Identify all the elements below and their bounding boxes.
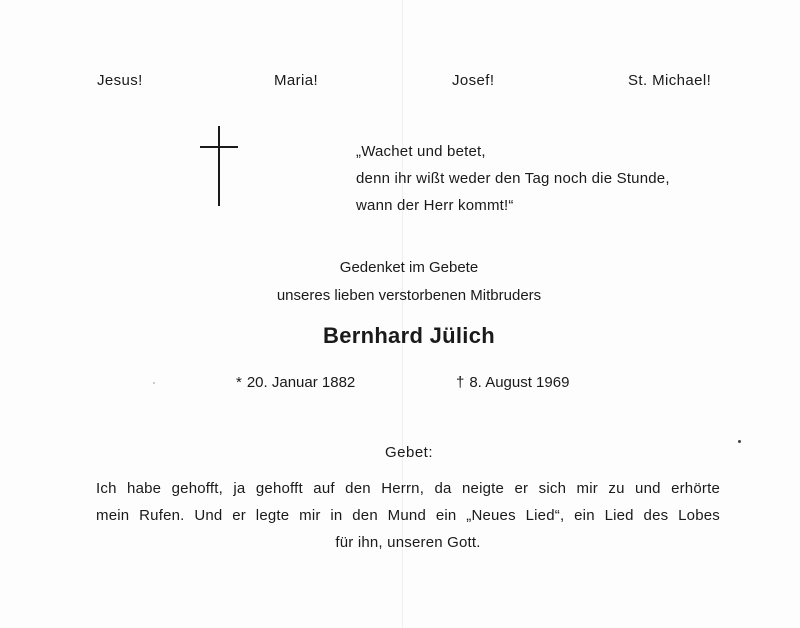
- prayer-text: [96, 475, 720, 556]
- invocation-josef: Josef!: [452, 72, 495, 89]
- death-cross-icon: †: [456, 374, 465, 391]
- quote-line: denn ihr wißt weder den Tag noch die Stunde,: [356, 170, 670, 187]
- paper-speck: [738, 440, 741, 443]
- deceased-name: Bernhard Jülich: [323, 323, 495, 348]
- life-dates: [0, 374, 800, 396]
- paper-speck: [153, 382, 155, 384]
- birth-date: [236, 374, 355, 391]
- cross-vertical-bar: [218, 126, 220, 206]
- invocation-st-michael: St. Michael!: [628, 72, 712, 89]
- remembrance-text: [0, 254, 800, 310]
- cross-icon: [200, 126, 238, 206]
- quote-line: „Wachet und betet,: [356, 143, 486, 160]
- death-date-text: 8. August 1969: [469, 374, 570, 391]
- death-date: [456, 374, 569, 391]
- prayer-line: Ich habe gehofft, ja gehofft auf den Herrn, da neigte er sich mir zu und erhörte: [96, 480, 720, 497]
- prayer-line: mein Rufen. Und er legte mir in den Mund ein „Neues Lied“, ein Lied des Lobes: [96, 507, 720, 524]
- prayer-line: für ihn, unseren Gott.: [335, 534, 481, 551]
- quote-line: wann der Herr kommt!“: [356, 197, 514, 214]
- invocation-jesus: Jesus!: [97, 72, 143, 89]
- birth-date-text: 20. Januar 1882: [246, 374, 356, 391]
- prayer-heading: Gebet:: [384, 444, 434, 461]
- scripture-quote: [356, 138, 736, 219]
- birth-star-icon: *: [236, 374, 242, 391]
- cross-horizontal-bar: [200, 146, 238, 148]
- invocations-row: [0, 72, 800, 94]
- remembrance-line: unseres lieben verstorbenen Mitbruders: [276, 287, 542, 304]
- invocation-maria: Maria!: [274, 72, 319, 89]
- remembrance-line: Gedenket im Gebete: [339, 259, 479, 276]
